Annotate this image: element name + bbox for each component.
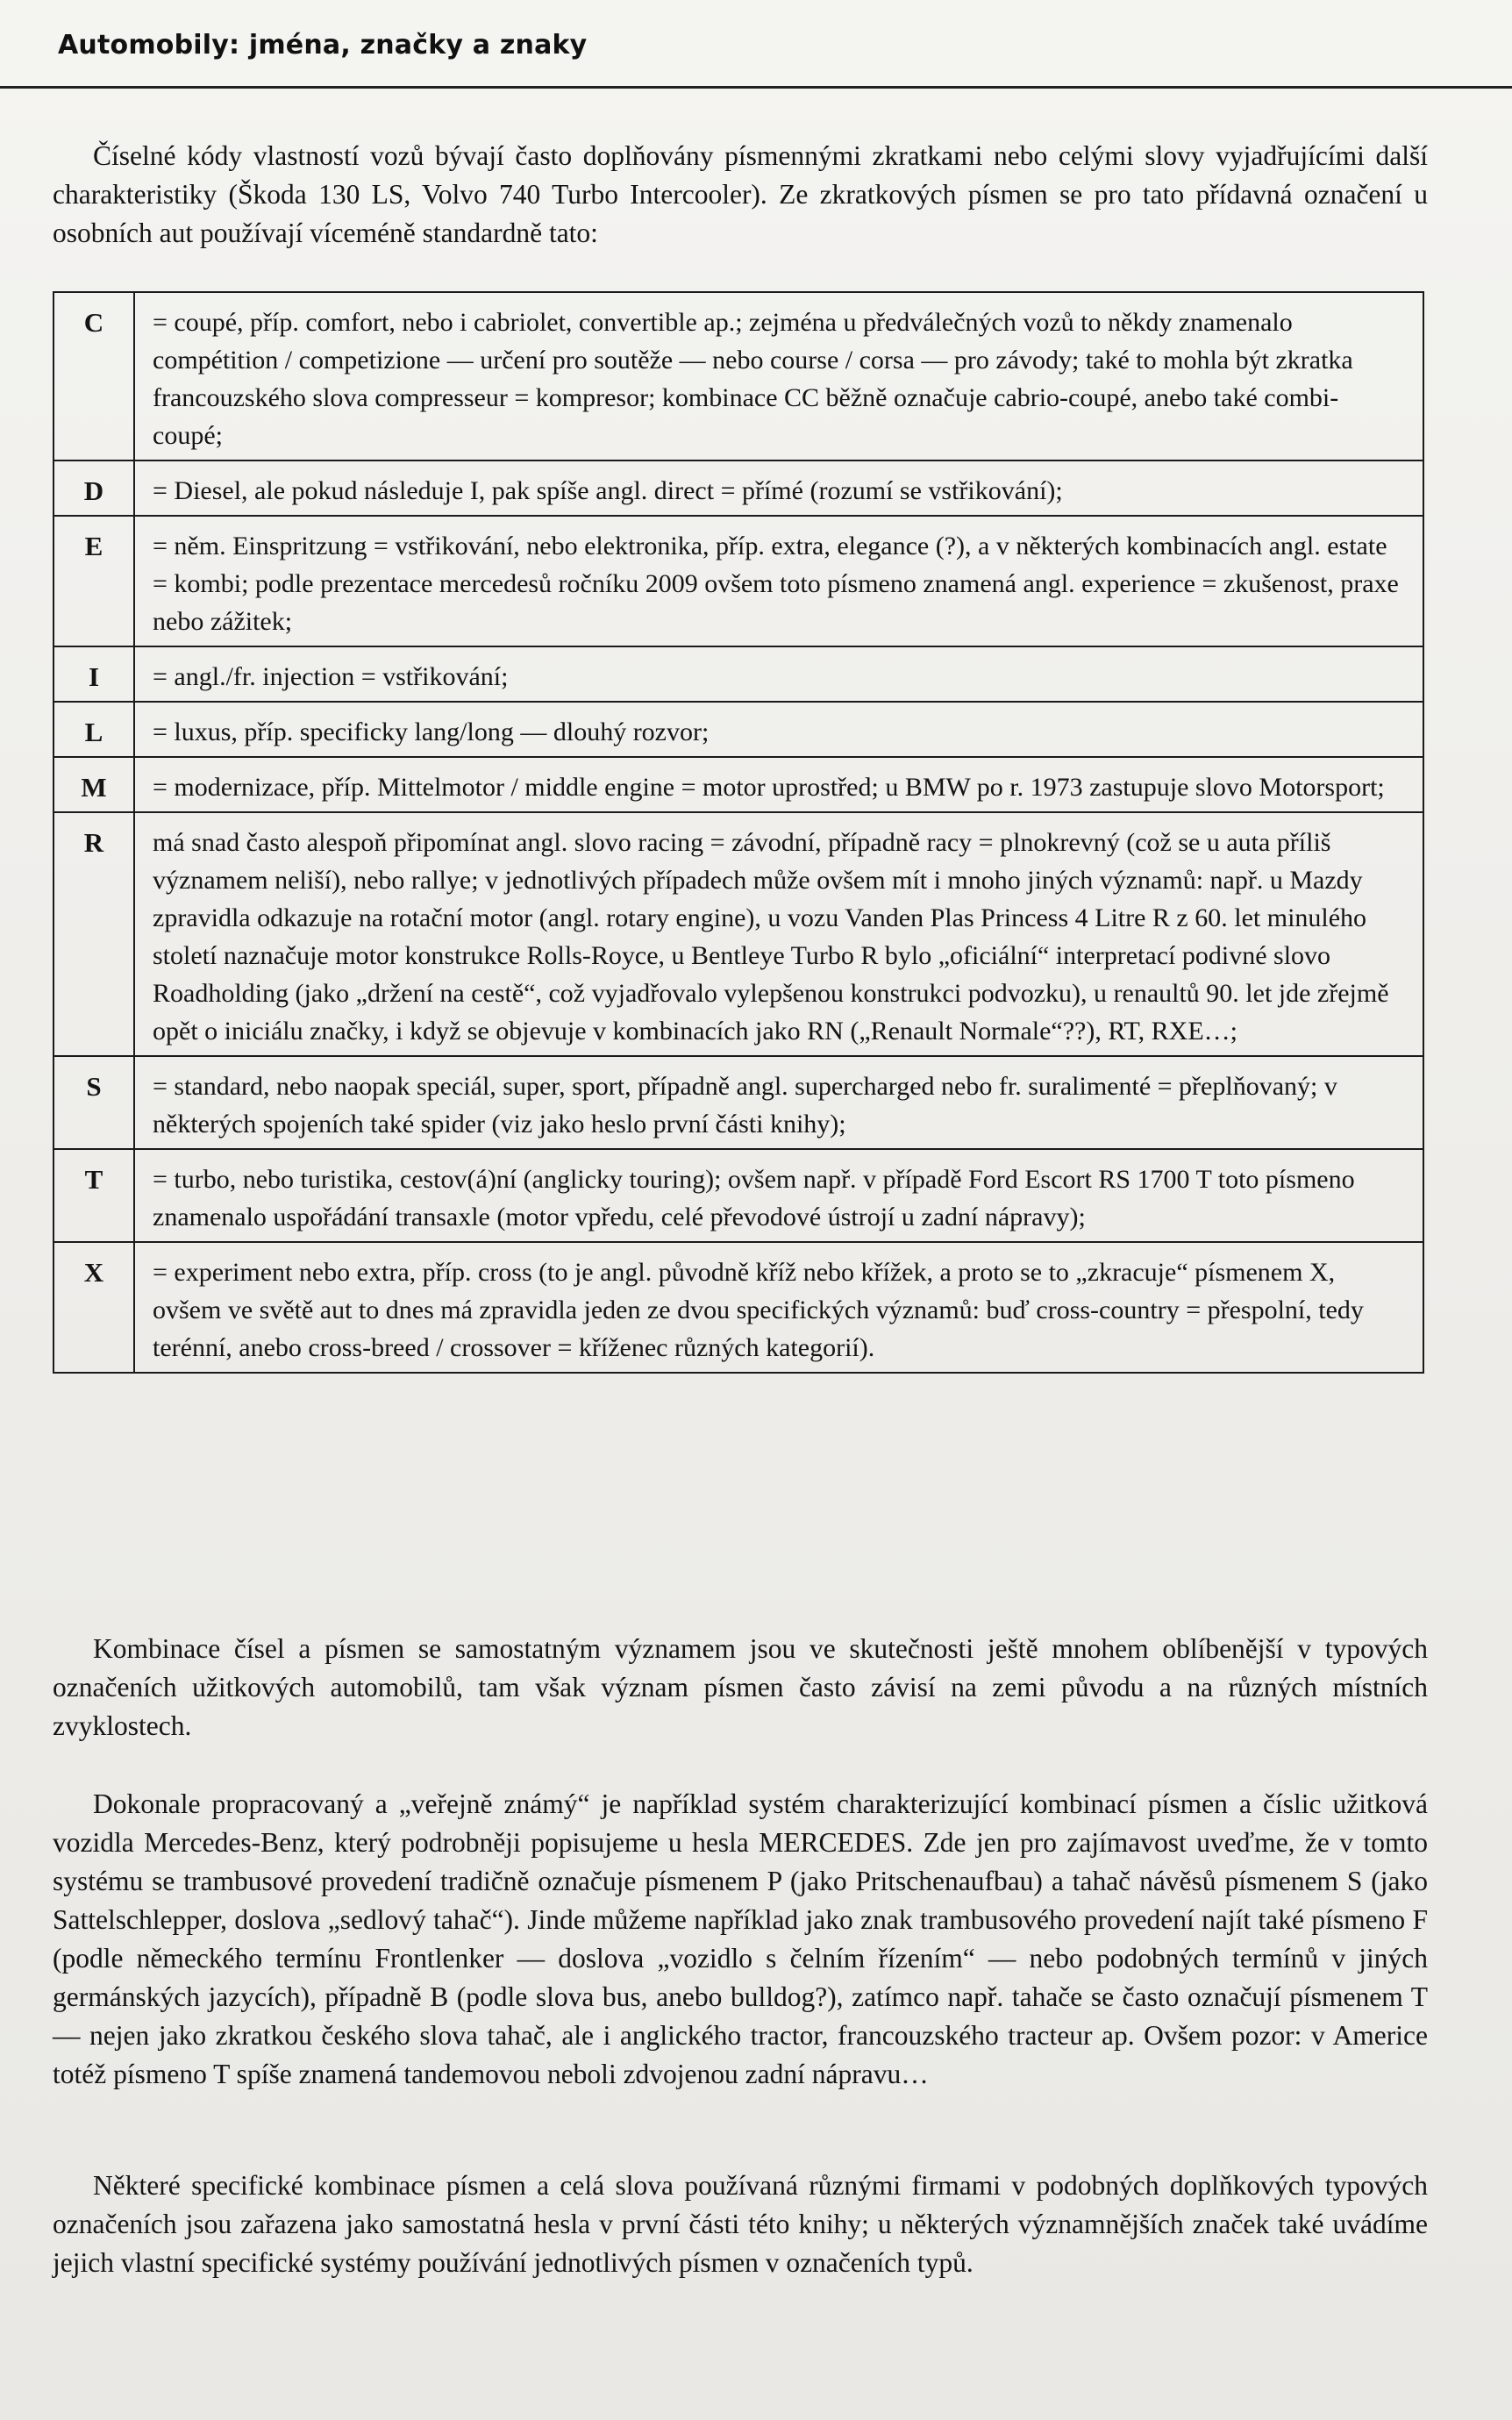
table-row bbox=[53, 1149, 1423, 1242]
code-cell: M bbox=[53, 757, 134, 812]
description-cell: = něm. Einspritzung = vstřikování, nebo elektronika, příp. extra, elegance (?), a v některých kombinacích angl. estate = kombi; podle prezentace mercedesů ročníku 2009 ovšem toto písmeno znamená angl. experience = zkušenost, praxe nebo zážitek; bbox=[134, 516, 1423, 646]
body-paragraph-dokonale bbox=[53, 1785, 1428, 2094]
body-paragraph-specificke bbox=[53, 2167, 1428, 2282]
kombinace-text: Kombinace čísel a písmen se samostatným významem jsou ve skutečnosti ještě mnohem oblíbenější v typových označeních užitkových automobilů, tam však význam písmen často závisí na zemi původu a na různých místních zvyklostech. bbox=[53, 1633, 1428, 1741]
code-cell: X bbox=[53, 1242, 134, 1373]
table-row bbox=[53, 812, 1423, 1056]
code-cell: I bbox=[53, 646, 134, 702]
table-row bbox=[53, 1056, 1423, 1149]
description-cell: = standard, nebo naopak speciál, super, sport, případně angl. supercharged nebo fr. suralimenté = přeplňovaný; v některých spojeních také spider (viz jako heslo první části knihy); bbox=[134, 1056, 1423, 1149]
description-cell: = coupé, příp. comfort, nebo i cabriolet, convertible ap.; zejména u předválečných vozů to někdy znamenalo compétition / competizione — určení pro soutěže — nebo course / corsa — pro závody; také to mohla být zkratka francouzského slova compresseur = kompresor; kombinace CC běžně označuje cabrio-coupé, anebo také combi-coupé; bbox=[134, 292, 1423, 460]
table-row bbox=[53, 516, 1423, 646]
description-cell: = modernizace, příp. Mittelmotor / middle engine = motor uprostřed; u BMW po r. 1973 zastupuje slovo Motorsport; bbox=[134, 757, 1423, 812]
body-paragraph-kombinace bbox=[53, 1630, 1428, 1745]
table-row bbox=[53, 460, 1423, 516]
description-cell: = Diesel, ale pokud následuje I, pak spíše angl. direct = přímé (rozumí se vstřikování); bbox=[134, 460, 1423, 516]
description-cell: = luxus, příp. specificky lang/long — dlouhý rozvor; bbox=[134, 702, 1423, 757]
table-row bbox=[53, 702, 1423, 757]
code-cell: S bbox=[53, 1056, 134, 1149]
letter-codes-table bbox=[53, 291, 1424, 1374]
code-cell: E bbox=[53, 516, 134, 646]
table-row bbox=[53, 757, 1423, 812]
description-cell: = experiment nebo extra, příp. cross (to je angl. původně kříž nebo křížek, a proto se to „zkracuje“ písmenem X, ovšem ve světě aut to dnes má zpravidla jeden ze dvou specifických významů: buď cross-country = přespolní, tedy terénní, anebo cross-breed / crossover = kříženec různých kategorií). bbox=[134, 1242, 1423, 1373]
running-head: Automobily: jména, značky a znaky bbox=[58, 30, 588, 61]
table-row bbox=[53, 292, 1423, 460]
description-cell: má snad často alespoň připomínat angl. slovo racing = závodní, případně racy = plnokrevný (což se u auta příliš významem neliší), nebo rallye; v jednotlivých případech může ovšem mít i mnoho jiných významů: např. u Mazdy zpravidla odkazuje na rotační motor (angl. rotary engine), u vozu Vanden Plas Princess 4 Litre R z 60. let minulého století naznačuje motor konstrukce Rolls-Royce, u Bentleye Turbo R bylo „oficiální“ interpretací podivné slovo Roadholding (jako „držení na cestě“, což vyjadřovalo vylepšenou konstrukci podvozku), u renaultů 90. let jde zřejmě opět o iniciálu značky, i když se objevuje v kombinacích jako RN („Renault Normale“??), RT, RXE…; bbox=[134, 812, 1423, 1056]
header-rule bbox=[0, 86, 1512, 89]
description-cell: = turbo, nebo turistika, cestov(á)ní (anglicky touring); ovšem např. v případě Ford Escort RS 1700 T toto písmeno znamenalo uspořádání transaxle (motor vpředu, celé převodové ústrojí u zadní nápravy); bbox=[134, 1149, 1423, 1242]
code-cell: D bbox=[53, 460, 134, 516]
code-cell: R bbox=[53, 812, 134, 1056]
code-cell: L bbox=[53, 702, 134, 757]
intro-text: Číselné kódy vlastností vozů bývají často doplňovány písmennými zkratkami nebo celými slovy vyjadřujícími další charakteristiky (Škoda 130 LS, Volvo 740 Turbo Intercooler). Ze zkratkových písmen se pro tato přídavná označení u osobních aut používají víceméně standardně tato: bbox=[53, 140, 1428, 248]
dokonale-text: Dokonale propracovaný a „veřejně známý“ je například systém charakterizující kombinací písmen a číslic užitková vozidla Mercedes-Benz, který podrobněji popisujeme u hesla MERCEDES. Zde jen pro zajímavost uveďme, že v tomto systému se trambusové provedení tradičně označuje písmenem P (jako Pritschenaufbau) a tahač návěsů písmenem S (jako Sattelschlepper, doslova „sedlový tahač“). Jinde můžeme například jako znak trambusového provedení najít také písmeno F (podle německého termínu Frontlenker — doslova „vozidlo s čelním řízením“ — nebo podobných termínů v jiných germánských jazycích), případně B (podle slova bus, anebo bulldog?), zatímco např. tahače se často označují písmenem T — nejen jako zkratkou českého slova tahač, ale i anglického tractor, francouzského tracteur ap. Ovšem pozor: v Americe totéž písmeno T spíše znamená tandemovou neboli zdvojenou zadní nápravu… bbox=[53, 1788, 1428, 2089]
specificke-text: Některé specifické kombinace písmen a celá slova používaná různými firmami v podobných doplňkových typových označeních jsou zařazena jako samostatná hesla v první části této knihy; u některých významnějších značek také uvádíme jejich vlastní specifické systémy používání jednotlivých písmen v označeních typů. bbox=[53, 2170, 1428, 2278]
description-cell: = angl./fr. injection = vstřikování; bbox=[134, 646, 1423, 702]
table-row bbox=[53, 646, 1423, 702]
code-cell: C bbox=[53, 292, 134, 460]
intro-paragraph bbox=[53, 137, 1428, 253]
table-row bbox=[53, 1242, 1423, 1373]
code-cell: T bbox=[53, 1149, 134, 1242]
